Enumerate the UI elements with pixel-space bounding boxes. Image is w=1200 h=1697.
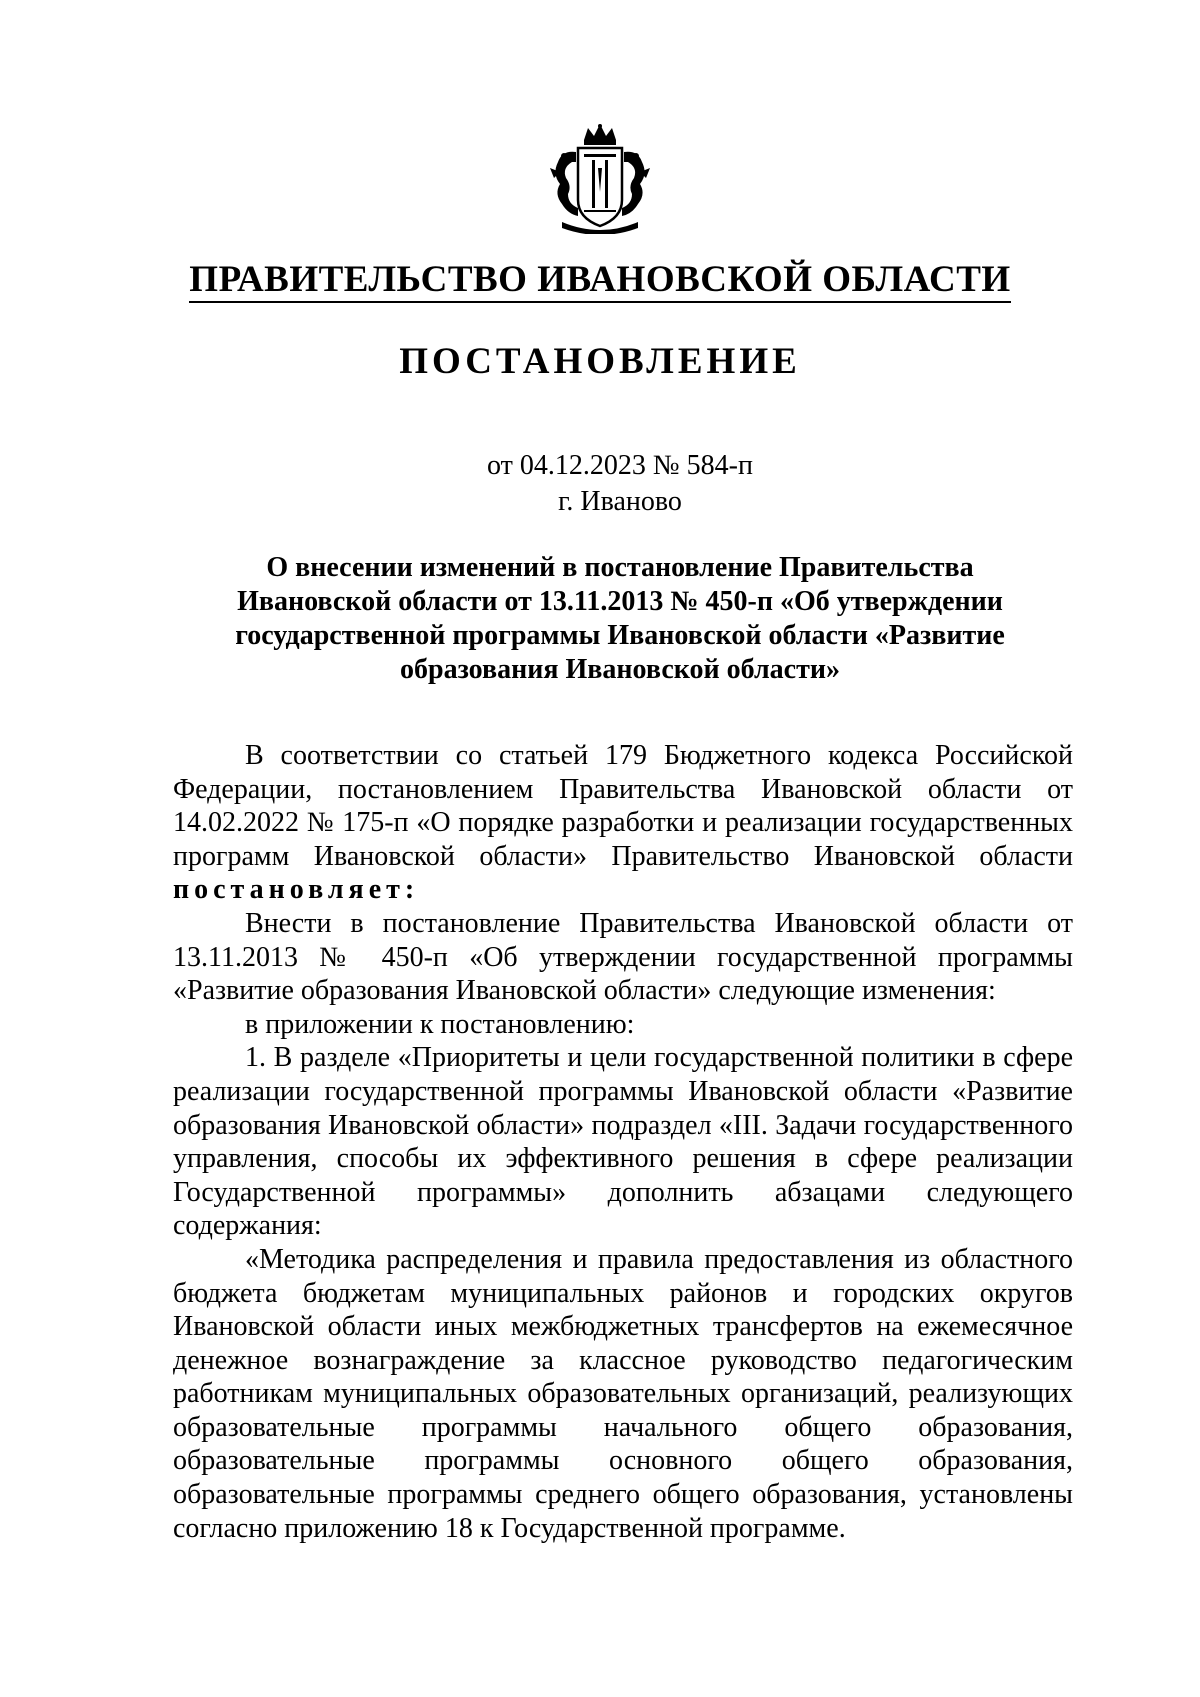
government-title-text: ПРАВИТЕЛЬСТВО ИВАНОВСКОЙ ОБЛАСТИ [189,259,1010,303]
coat-of-arms-icon [548,122,652,234]
subject-line: О внесении изменений в постановление Правительства [266,552,974,583]
subject-line: Ивановской области от 13.11.2013 № 450-п «Об утверждении [237,586,1003,617]
decree-word: постановляет: [173,874,420,906]
subject-line: образования Ивановской области» [400,654,840,685]
city-line: г. Иваново [558,486,682,517]
body-paragraph: Внести в постановление Правительства Ивановской области от 13.11.2013 № 450-п «Об утверждении государственной программы «Развитие образования Ивановской области» следующие изменения: [173,907,1073,1007]
document-body [173,739,1073,1545]
preamble-text: В соответствии со статьей 179 Бюджетного кодекса Российской Федерации, постановлением Правительства Ивановской области от 14.02.2022 № 175-п «О порядке разработки и реализации государственных программ Ивановской области» Правительство Ивановской области [173,740,1073,872]
body-paragraph: «Методика распределения и правила предоставления из областного бюджета бюджетам муниципальных районов и городских округов Ивановской области иных межбюджетных трансфертов на ежемесячное денежное вознаграждение за классное руководство педагогическим работникам муниципальных образовательных организаций, реализующих образовательные программы начального общего образования, образовательные программы основного общего образования, образовательные программы среднего общего образования, установлены согласно приложению 18 к Государственной программе. [173,1243,1073,1544]
date-number-line: от 04.12.2023 № 584-п [487,450,753,481]
government-title [0,258,1200,302]
body-paragraph: 1. В разделе «Приоритеты и цели государственной политики в сфере реализации государственной программы Ивановской области «Развитие образования Ивановской области» подраздел «III. Задачи государственного управления, способы их эффективного решения в сфере реализации Государственной программы» дополнить абзацами следующего содержания: [173,1042,1073,1242]
body-paragraph-preamble [173,739,1073,907]
subject-line: государственной программы Ивановской области «Развитие [235,620,1005,651]
body-paragraph: в приложении к постановлению: [245,1008,635,1040]
document-type-title: ПОСТАНОВЛЕНИЕ [399,341,801,382]
document-subject [200,551,1040,687]
